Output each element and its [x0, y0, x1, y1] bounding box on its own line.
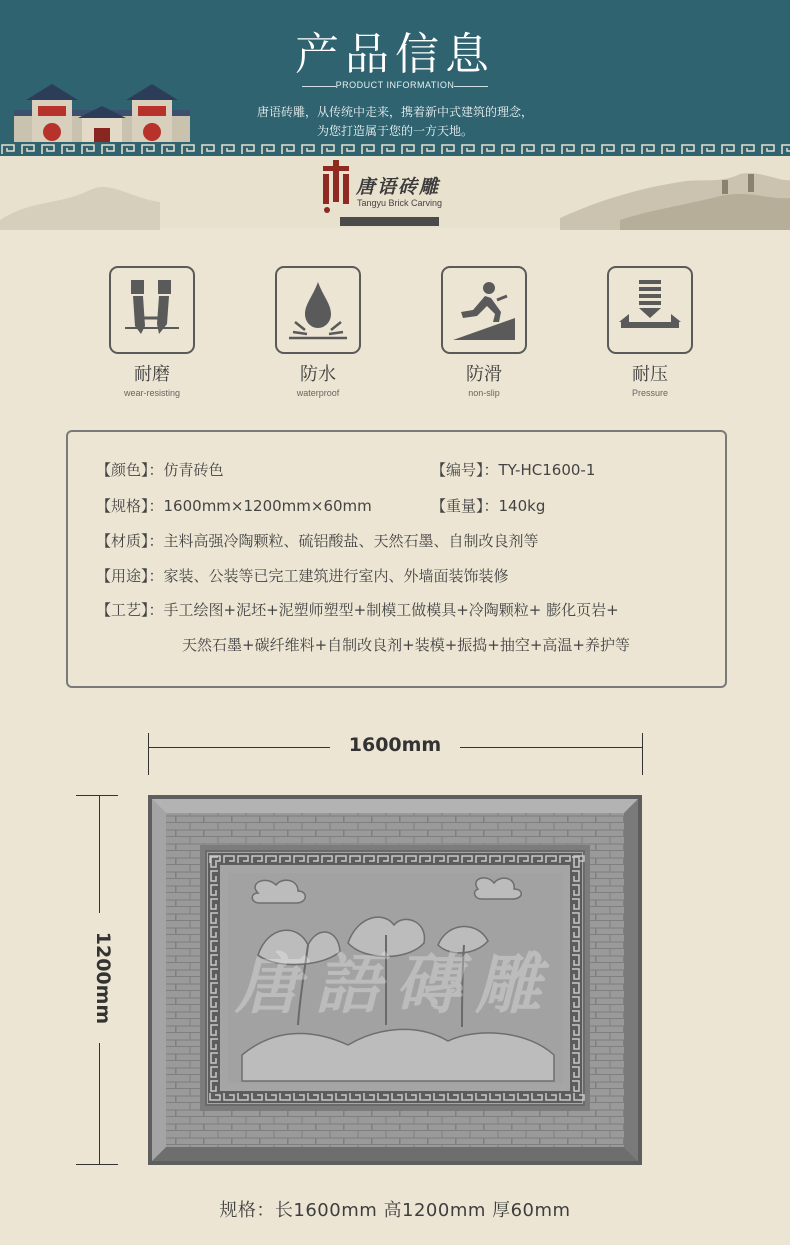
feature-label-cn: 防水: [300, 364, 336, 385]
feature-non-slip: [441, 266, 527, 398]
spec-row-craft: [96, 600, 619, 620]
height-dimension-label: 1200mm: [88, 913, 114, 1043]
spec-row-usage: [96, 566, 509, 586]
spec-value: 仿青砖色: [163, 461, 224, 479]
spec-row-color: [96, 460, 224, 480]
feature-label-en: Pressure: [631, 388, 668, 398]
press-icon: [619, 278, 681, 342]
spec-value: 140kg: [498, 497, 546, 515]
feature-label-cn: 防滑: [466, 364, 502, 385]
width-tick-right: [642, 733, 643, 775]
footer-spec-text: 规格：长1600mm 高1200mm 厚60mm: [219, 1200, 571, 1221]
feature-icon-frame: [441, 266, 527, 354]
feature-label-en: non-slip: [468, 388, 500, 398]
feature-icon-frame: [607, 266, 693, 354]
spec-value: 手工绘图+泥坯+泥塑师塑型+制模工做模具+冷陶颗粒+ 膨化页岩+: [163, 601, 619, 619]
spec-label: 【工艺】：: [96, 601, 164, 619]
width-dimension-label: 1600mm: [330, 734, 460, 756]
feature-label-en: wear-resisting: [123, 388, 181, 398]
spec-row-weight: [431, 496, 545, 516]
spec-table: [66, 430, 727, 688]
height-tick-top: [76, 795, 118, 796]
spec-value: 家装、公装等已完工建筑进行室内、外墙面装饰装修: [163, 567, 509, 585]
feature-pressure: [607, 266, 693, 398]
water-drop-icon: [287, 278, 349, 342]
feature-label-cn: 耐压: [632, 364, 668, 385]
brand-logo-icon: [319, 160, 353, 216]
spec-row-code: [431, 460, 595, 480]
brand-underline-bar: [340, 217, 439, 226]
brick-carving-relief-image: [148, 795, 642, 1165]
brand-name-cn: 唐语砖雕: [356, 176, 441, 198]
slipping-person-icon: [453, 278, 515, 342]
brand-name-en: Tangyu Brick Carving: [357, 198, 443, 208]
spec-label: 【重量】：: [431, 497, 499, 515]
fret-pattern-border: [0, 142, 790, 156]
title-divider-right: [454, 86, 488, 87]
spec-row-size: [96, 496, 372, 516]
header-description-line1: 唐语砖雕，从传统中走来，携着新中式建筑的理念，: [256, 105, 533, 119]
page-subtitle: PRODUCT INFORMATION: [335, 80, 455, 90]
pliers-icon: [121, 278, 183, 342]
spec-label: 【颜色】：: [96, 461, 164, 479]
spec-row-material: [96, 531, 539, 551]
feature-icon-frame: [275, 266, 361, 354]
spec-label: 【用途】：: [96, 567, 164, 585]
feature-label-en: waterproof: [296, 388, 340, 398]
width-tick-left: [148, 733, 149, 775]
watermark-text: 唐語磚雕: [235, 945, 555, 1023]
page-title: 产品信息: [295, 29, 495, 80]
spec-label: 【规格】：: [96, 497, 164, 515]
spec-value: 主料高强冷陶颗粒、硫铝酸盐、天然石墨、自制改良剂等: [163, 532, 539, 550]
chinese-gate-illustration: [14, 82, 190, 150]
height-tick-bottom: [76, 1164, 118, 1165]
feature-label-cn: 耐磨: [134, 364, 170, 385]
spec-value: 1600mm×1200mm×60mm: [163, 497, 372, 515]
header-banner: [0, 0, 790, 150]
spec-label: 【编号】：: [431, 461, 499, 479]
feature-waterproof: [275, 266, 361, 398]
spec-row-craft-continued: [182, 635, 630, 655]
feature-wear-resisting: [109, 266, 195, 398]
spec-label: 【材质】：: [96, 532, 164, 550]
feature-icon-frame: [109, 266, 195, 354]
header-description-line2: 为您打造属于您的一方天地。: [316, 124, 473, 138]
spec-value: 天然石墨+碳纤维料+自制改良剂+装模+振捣+抽空+高温+养护等: [182, 636, 630, 654]
spec-value: TY-HC1600-1: [498, 461, 596, 479]
